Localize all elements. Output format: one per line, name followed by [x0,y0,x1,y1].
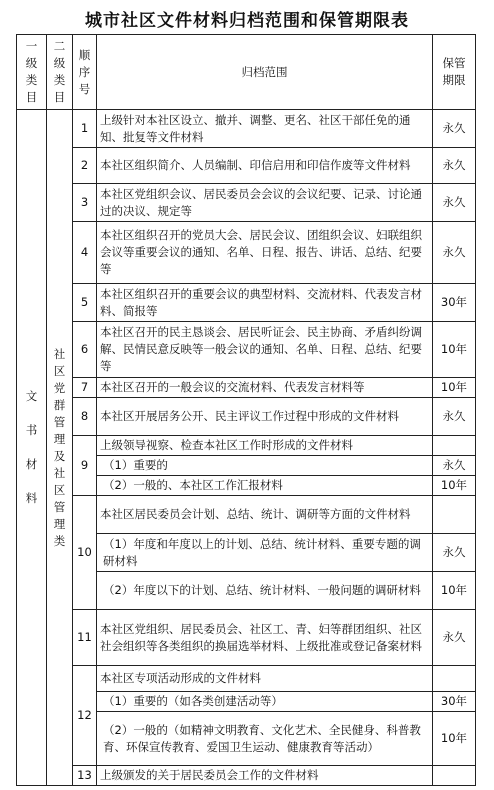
row-period: 10年 [433,378,476,398]
table-row [17,284,476,322]
table-row [17,322,476,378]
row-period: 10年 [433,322,476,378]
row-period [433,436,476,456]
category2-cell: 社 区 党 群 管 理 及 社 区 管 理 类 [47,110,73,786]
row-number: 8 [73,398,97,436]
page-title: 城市社区文件材料归档范围和保管期限表 [85,11,409,31]
row-number: 2 [73,148,97,184]
row-number: 9 [73,436,97,496]
table-row [17,148,476,184]
subrow-scope: （2）一般的、本社区工作汇报材料 [97,476,433,496]
subrow-scope: （2）年度以下的计划、总结、统计材料、一般问题的调研材料 [97,572,433,610]
row-number: 12 [73,666,97,766]
row-period [433,496,476,534]
row-number: 3 [73,184,97,222]
row-scope: 本社区专项活动形成的文件材料 [97,666,433,692]
subrow-period: 永久 [433,534,476,572]
header-seq: 顺 序 号 [73,35,97,110]
row-scope: 本社区党组织会议、居民委员会会议的会议纪要、记录、讨论通过的决议、规定等 [97,184,433,222]
row-period: 30年 [433,284,476,322]
subrow-scope: （1）重要的（如各类创建活动等） [97,692,433,712]
row-number: 5 [73,284,97,322]
header-period: 保管 期限 [433,35,476,110]
row-number: 13 [73,766,97,786]
row-scope: 上级领导视察、检查本社区工作时形成的文件材料 [97,436,433,456]
row-period: 永久 [433,110,476,148]
subrow-scope: （1）重要的 [97,456,433,476]
row-period: 永久 [433,398,476,436]
row-scope: 本社区开展居务公开、民主评议工作过程中形成的文件材料 [97,398,433,436]
table-row [17,398,476,436]
row-period: 永久 [433,148,476,184]
row-scope: 本社区召开的一般会议的交流材料、代表发言材料等 [97,378,433,398]
header-level1: 一 级 类 目 [17,35,47,110]
subrow-scope: （1）年度和年度以上的计划、总结、统计材料、重要专题的调研材料 [97,534,433,572]
row-scope: 本社区党组织、居民委员会、社区工、青、妇等群团组织、社区社会组织等各类组织的换届选举材料、上级批准或登记备案材料 [97,610,433,666]
row-scope: 上级针对本社区设立、撤并、调整、更名、社区干部任免的通知、批复等文件材料 [97,110,433,148]
row-number: 6 [73,322,97,378]
table-row [17,666,476,692]
table-row [17,222,476,284]
row-period: 永久 [433,184,476,222]
row-scope: 本社区组织召开的党员大会、居民会议、团组织会议、妇联组织会议等重要会议的通知、名单、日程、报告、讲话、总结、纪要等 [97,222,433,284]
subrow-period: 10年 [433,572,476,610]
row-scope: 上级颁发的关于居民委员会工作的文件材料 [97,766,433,786]
row-scope: 本社区组织简介、人员编制、印信启用和印信作废等文件材料 [97,148,433,184]
subrow-period: 30年 [433,692,476,712]
table-row [17,184,476,222]
row-period [433,666,476,692]
row-scope: 本社区居民委员会计划、总结、统计、调研等方面的文件材料 [97,496,433,534]
row-period: 永久 [433,610,476,666]
row-number: 1 [73,110,97,148]
table-row [17,436,476,456]
retention-table [16,34,476,786]
table-row [17,110,476,148]
header-scope: 归档范围 [97,35,433,110]
row-scope: 本社区召开的民主恳谈会、居民听证会、民主协商、矛盾纠纷调解、民情民意反映等一般会议的通知、名单、日程、总结、纪要等 [97,322,433,378]
table-row [17,378,476,398]
subrow-period: 10年 [433,476,476,496]
row-number: 10 [73,496,97,610]
row-scope: 本社区组织召开的重要会议的典型材料、交流材料、代表发言材料、简报等 [97,284,433,322]
row-period [433,766,476,786]
subrow-period: 10年 [433,712,476,766]
row-period: 永久 [433,222,476,284]
header-level2: 二 级 类 目 [47,35,73,110]
row-number: 11 [73,610,97,666]
row-number: 4 [73,222,97,284]
table-row [17,610,476,666]
row-number: 7 [73,378,97,398]
subrow-scope: （2）一般的（如精神文明教育、文化艺术、全民健身、科普教育、环保宣传教育、爱国卫生运动、健康教育等活动） [97,712,433,766]
table-row [17,766,476,786]
header-row [17,35,476,110]
table-row [17,496,476,534]
subrow-period: 永久 [433,456,476,476]
category1-cell: 文 书 材 料 [17,110,47,786]
